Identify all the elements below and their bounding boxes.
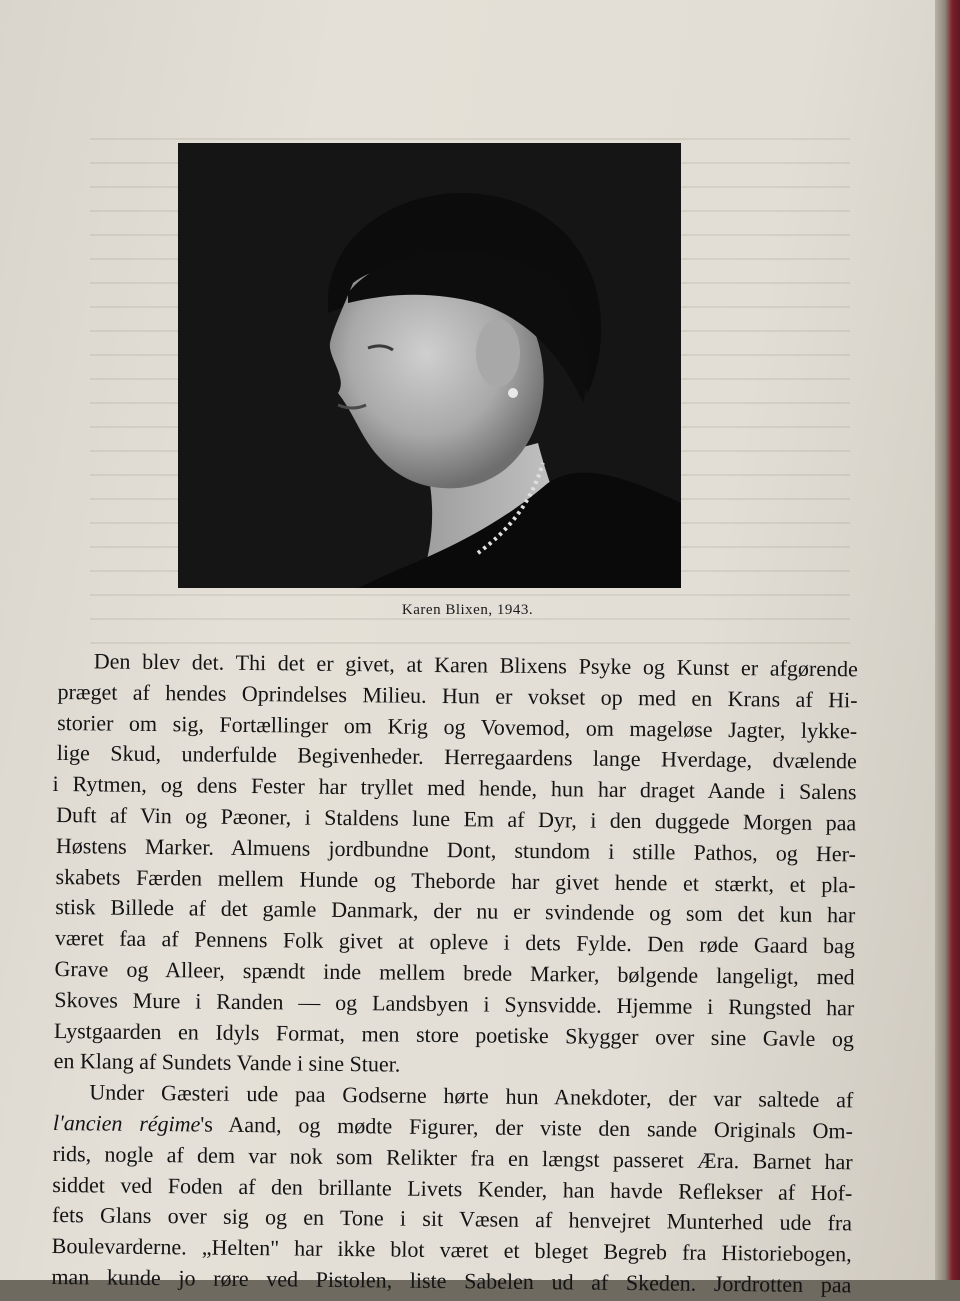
paragraph-2 [51,1077,853,1301]
text-line: Grave og Alleer, spændt inde mellem brede Marker, bølgende langeligt, med [54,955,855,990]
text-line-italic: l'ancien régime's Aand, og mødte Figurer, der viste den sande Originals Om- [52,1109,854,1144]
body-text [51,646,858,1301]
text-line: Lystgaarden en Idyls Format, men store poetiske Skygger over sine Gavle og [53,1017,855,1051]
text-line: rids, nogle af dem var nok som Relikter fra en længst passeret Æra. Barnet har [52,1140,853,1175]
text-line: man kunde jo røre ved Pistolen, liste Sabelen ud af Skeden. Jordrotten paa [51,1263,852,1298]
text-line: stisk Billede af det gamle Danmark, der nu er svindende og som det kun har [55,894,856,928]
text-line: Duft af Vin og Pæoner, i Staldens lune Em af Dyr, i den duggede Morgen paa [56,801,857,836]
text-line: siddet ved Foden af den brillante Livets Kender, han havde Reflekser af Hof- [52,1171,853,1205]
book-edge [935,0,960,1280]
portrait-photo [178,143,681,588]
photo-caption: Karen Blixen, 1943. [401,602,534,618]
text-line: Under Gæsteri ude paa Godserne hørte hun Anekdoter, der var saltede af [89,1079,854,1113]
text-line: været faa af Pennens Folk givet at opleve i dets Fylde. Den røde Gaard bag [54,925,856,959]
text-line: Skoves Mure i Randen — og Landsbyen i Synsvidde. Hjemme i Rungsted har [54,986,855,1021]
text-line: Boulevarderne. „Helten" har ikke blot været et bleget Begreb fra Historiebogen, [51,1233,852,1267]
paragraph-1 [53,646,857,1086]
text-line: lige Skud, underfulde Begivenheder. Herregaardens lange Hverdage, dvælende [56,740,857,774]
text-line: fets Glans over sig og en Tone i sit Væsen af henvejret Munterhed ude fra [51,1202,853,1236]
italic-phrase: l'ancien régime [52,1109,201,1137]
text-line: i Rytmen, og dens Fester har tryllet med hende, hun har draget Aande i Salens [52,771,857,805]
text-line: Den blev det. Thi det er givet, at Karen Blixens Psyke og Kunst er afgørende [93,648,858,682]
text-line: skabets Færden mellem Hunde og Theborde har givet hende et stærkt, et pla- [55,863,856,897]
text-line: præget af hendes Oprindelses Milieu. Hun er vokset op med en Krans af Hi- [57,678,858,713]
text-line: en Klang af Sundets Vande i sine Stuer. [53,1048,401,1077]
text-line: storier om sig, Fortællinger om Krig og Vovemod, om mageløse Jagter, lykke- [57,709,858,743]
text-line: Høstens Marker. Almuens jordbundne Dont, stundom i stille Pathos, og Her- [55,832,857,867]
